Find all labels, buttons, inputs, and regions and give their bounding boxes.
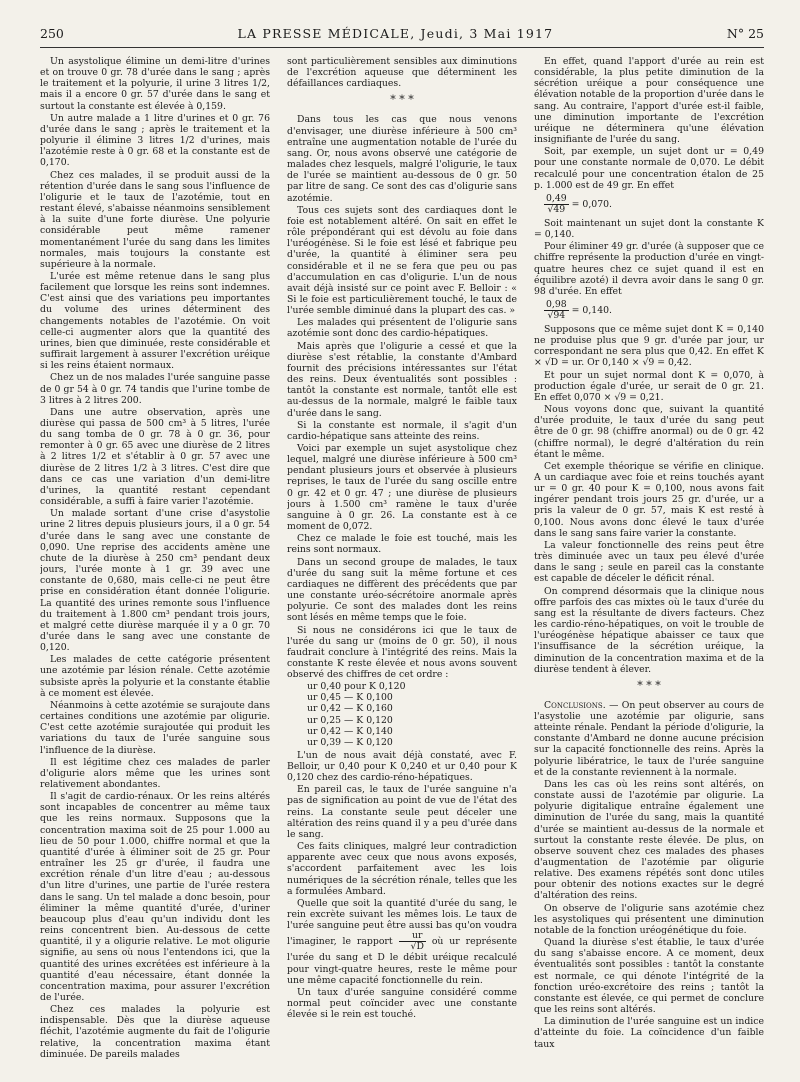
column-1 (40, 56, 270, 1072)
fraction (399, 931, 426, 952)
conclusions-heading: Conclusions. (544, 699, 606, 711)
ratio-list (307, 681, 517, 748)
paragraph: Dans une autre observation, après une diurèse qui passa de 500 cm³ à 5 litres, l'urée du sang tomba de 0 gr. 78 à 0 gr. 36, pour remonter à 0 gr. 65 avec une diurèse de 2 litres à 2 litres 1/2 et s'établir à 0 gr. 57 avec une diurèse de 2 litres 1/2 à 3 litres. C'est dire que dans ce cas une variation d'un demi-litre d'urines, la quantité restant cependant considérable, a suffi à faire varier l'azotémie. (40, 406, 270, 508)
fraction (544, 300, 569, 321)
ratio-row: ur 0,39 — K 0,120 (307, 736, 393, 748)
fraction-numerator: 0,49 (546, 192, 567, 204)
paragraph: Soit maintenant un sujet dont la constante K = 0,140. (534, 217, 764, 241)
paragraph: On comprend désormais que la clinique nous offre parfois des cas mixtes où le taux d'urée du sang est la résultante de divers facteurs. Chez les cardio-réno-hépatiques, on voit le trouble de l'uréogénèse hépatique abaisser ce taux que l'insuffisance de la sécrétion uréique, la diminution de la concentration maxima et de la diurèse tendent à élever. (534, 585, 764, 675)
fraction-denominator: √49 (547, 203, 566, 215)
paragraph: Cet exemple théorique se vérifie en clinique. A un cardiaque avec foie et reins touchés ayant ur = 0 gr. 40 pour K = 0,100, nous avons fait ingérer pendant trois jours 25 gr. d'urée, ur a pris la valeur de 0 gr. 57, mais K est resté à 0,100. Nous avons donc élevé le taux d'urée dans le sang sans faire varier la constante. (534, 460, 764, 539)
section-separator: * * * (390, 93, 414, 107)
paragraph: Si la constante est normale, il s'agit d'un cardio-hépatique sans atteinte des reins. (287, 419, 517, 442)
fraction-numerator: 0,98 (546, 298, 567, 310)
header-rule (40, 47, 764, 48)
ratio-row: ur 0,42 — K 0,160 (307, 703, 393, 715)
paragraph: Dans les cas où les reins sont altérés, on constate aussi de l'azotémie par oligurie. La polyurie digitalique entraîne également une diminution de l'urée du sang, mais la quantité d'urée se maintient au-dessus de la normale et surtout la constante reste élevée. De plus, on observe souvent chez ces malades des phases d'augmentation de l'azotémie par oligurie relative. Des examens répétés sont donc utiles pour obtenir des notions exactes sur le degré d'altération des reins. (534, 778, 764, 902)
ratio-row: ur 0,40 pour K 0,120 (307, 681, 406, 693)
paragraph: Chez ces malades la polyurie est indispensable. Dès que la diurèse aqueuse fléchit, l'azotémie augmente du fait de l'oligurie relative, la concentration maxima étant diminuée. De pareils malades (40, 1004, 270, 1060)
paragraph: Chez ces malades, il se produit aussi de la rétention d'urée dans le sang sous l'influence de l'oligurie et le taux de l'azotémie, tout en restant élevé, s'abaisse néanmoins sensiblement à la suite d'une forte diurèse. Une polyurie considérable peut même ramener momentanément l'urée du sang dans les limites normales, mais toujours la constante est supérieure à la normale. (40, 169, 270, 270)
paragraph: Pour éliminer 49 gr. d'urée (à supposer que ce chiffre représente la production d'urée en vingt-quatre heures chez ce sujet quand il est en équilibre azoté) il devra avoir dans le sang 0 gr. 98 d'urée. En effet (534, 241, 764, 297)
paragraph: Quand la diurèse s'est établie, le taux d'urée du sang s'abaisse encore. A ce moment, deux éventualités sont possibles : tantôt la constante est normale, ce qui dénote l'intégrité de la fonction uréo-excrétoire des reins ; tantôt la constante est élevée, ce qui permet de conclure que les reins sont altérés. (534, 937, 764, 1016)
ratio-row: ur 0,42 — K 0,140 (307, 725, 393, 737)
paragraph: L'urée est même retenue dans le sang plus facilement que lorsque les reins sont indemnes. C'est ainsi que des variations peu importantes du volume des urines déterminent des changements notables de l'azotémie. On voit celle-ci augmenter alors que la quantité des urines, bien que diminuée, reste considérable et suffirait largement à assurer l'excrétion uréique si les reins étaient normaux. (40, 270, 270, 372)
paragraph: Tous ces sujets sont des cardiaques dont le foie est notablement altéré. On sait en effet le rôle prépondérant qui est dévolu au foie dans l'uréogénèse. Si le foie est lésé et fabrique peu d'urée, la quantité à éliminer sera peu considérable et il ne se fera que peu ou pas d'accumulation en cas d'oligurie. L'un de nous avait déjà insisté sur ce point avec F. Belloir : « Si le foie est particulièrement touché, le taux de l'urée semble diminué dans la plupart des cas. » (287, 204, 517, 317)
equation-result: = 0,140. (571, 304, 612, 316)
paragraph-text: — On peut observer au cours de l'asystolie une azotémie par oligurie, sans atteinte rénale. Pendant la période d'oligurie, la constante d'Ambard ne donne aucune précision sur la capacité fonctionnelle des reins. Après la polyurie libératrice, le taux de l'urée sanguine et de la constante reviennent à la normale. (534, 699, 764, 778)
paragraph: En pareil cas, le taux de l'urée sanguine n'a pas de signification au point de vue de l'état des reins. La constante seule peut déceler une altération des reins quand il y a peu d'urée dans le sang. (287, 784, 517, 840)
paragraph: Si nous ne considérons ici que le taux de l'urée du sang ur (moins de 0 gr. 50), il nous faudrait conclure à l'intégrité des reins. Mais la constante K reste élevée et nous avons souvent observé des chiffres de cet ordre : (287, 624, 517, 681)
paragraph: Dans un second groupe de malades, le taux d'urée du sang suit la même fortune et ces cardiaques ne diffèrent des précédents que par une constante uréo-sécrétoire anormale après polyurie. Ce sont des malades dont les reins sont lésés en même temps que le foie. (287, 556, 517, 624)
paragraph-text: où ur représente l'urée du sang et D le débit uréique recalculé pour vingt-quatre heures, reste le même pour une même capacité fonctionnelle du rein. (287, 936, 517, 986)
paragraph: sont particulièrement sensibles aux diminutions de l'excrétion aqueuse que déterminent les défaillances cardiaques. (287, 56, 517, 90)
paragraph: Un taux d'urée sanguine considéré comme normal peut coïncider avec une constante élevée si le rein est touché. (287, 986, 517, 1021)
column-3 (534, 56, 764, 1072)
conclusions-paragraph (534, 700, 764, 778)
paragraph: L'un de nous avait déjà constaté, avec F. Belloir, ur 0,40 pour K 0,240 et ur 0,40 pour K 0,120 chez des cardio-réno-hépatiques. (287, 749, 517, 784)
paragraph: Un malade sortant d'une crise d'asystolie urine 2 litres depuis plusieurs jours, il a 0 gr. 54 d'urée dans le sang avec une constante de 0,090. Une reprise des accidents amène une chute de la diurèse à 250 cm³ pendant deux jours, l'urée monte à 1 gr. 39 avec une constante de 0,680, mais celle-ci ne peut être prise en considération étant donnée l'oligurie. La quantité des urines remonte sous l'influence du traitement à 1.800 cm³ pendant trois jours, et malgré cette diurèse marquée il y a 0 gr. 70 d'urée dans le sang avec une constante de 0,120. (40, 508, 270, 654)
section-separator: * * * (637, 678, 661, 692)
equation (544, 194, 764, 215)
fraction-denominator: √94 (547, 309, 566, 321)
paragraph: En effet, quand l'apport d'urée au rein est considérable, la plus petite diminution de la sécrétion uréique a pour conséquence une élévation notable de la proportion d'urée dans le sang. Au contraire, l'apport d'urée est-il faible, une diminution importante de l'excrétion uréique ne déterminera qu'une élévation insignifiante de l'urée du sang. (534, 56, 764, 146)
ratio-row: ur 0,45 — K 0,100 (307, 692, 393, 704)
paragraph-with-fraction (287, 898, 517, 986)
paragraph: La valeur fonctionnelle des reins peut être très diminuée avec un taux peu élevé d'urée dans le sang ; seule en pareil cas la constante est capable de déceler le déficit rénal. (534, 539, 764, 585)
column-2 (287, 56, 517, 1072)
paragraph: Dans tous les cas que nous venons d'envisager, une diurèse inférieure à 500 cm³ entraîne une augmentation notable de l'urée du sang. Or, nous avons observé une catégorie de malades chez lesquels, malgré l'oligurie, le taux de l'urée se maintient au-dessous de 0 gr. 50 par litre de sang. Ce sont des cas d'oligurie sans azotémie. (287, 114, 517, 204)
running-header (40, 26, 764, 44)
page-number: 250 (40, 26, 64, 41)
paragraph: On observe de l'oligurie sans azotémie chez les asystoliques qui présentent une diminution notable de la fonction uréogénétique du foie. (534, 902, 764, 936)
paragraph: La diminution de l'urée sanguine est un indice d'atteinte du foie. La coïncidence d'un faible taux (534, 1016, 764, 1050)
journal-title: LA PRESSE MÉDICALE, Jeudi, 3 Mai 1917 (237, 26, 554, 41)
ratio-row: ur 0,25 — K 0,120 (307, 714, 393, 726)
fraction (544, 194, 569, 215)
paragraph: Les malades de cette catégorie présentent une azotémie par lésion rénale. Cette azotémie subsiste après la polyurie et la constante établie à ce moment est élevée. (40, 654, 270, 699)
paragraph: Un asystolique élimine un demi-litre d'urines et on trouve 0 gr. 78 d'urée dans le sang ; après le traitement et la polyurie, il urine 3 litres 1/2, mais il a encore 0 gr. 57 d'urée dans le sang et surtout la constante est élevée à 0,159. (40, 56, 270, 112)
equation-result: = 0,070. (571, 198, 612, 210)
issue-number: N° 25 (726, 26, 764, 41)
paragraph: Chez un de nos malades l'urée sanguine passe de 0 gr 54 à 0 gr. 74 tandis que l'urine tombe de 3 litres à 2 litres 200. (40, 372, 270, 406)
paragraph: Néanmoins à cette azotémie se surajoute dans certaines conditions une azotémie par oligurie. C'est cette azotémie surajoutée qui produit les variations du taux de l'urée sanguine sous l'influence de la diurèse. (40, 699, 270, 756)
paragraph: Supposons que ce même sujet dont K = 0,140 ne produise plus que 9 gr. d'urée par jour, ur correspondant ne sera plus que 0,42. En effet K × √D = ur. Or 0,140 × √9 = 0,42. (534, 323, 764, 369)
paragraph: Les malades qui présentent de l'oligurie sans azotémie sont donc des cardio-hépatiques. (287, 317, 517, 340)
paragraph: Nous voyons donc que, suivant la quantité d'urée produite, le taux d'urée du sang peut être de 0 gr. 98 (chiffre anormal) ou de 0 gr. 42 (chiffre normal), le degré d'altération du rein étant le même. (534, 404, 764, 460)
fraction-denominator: √D (410, 941, 424, 953)
paragraph: Chez ce malade le foie est touché, mais les reins sont normaux. (287, 533, 517, 556)
paragraph: Voici par exemple un sujet asystolique chez lequel, malgré une diurèse inférieure à 500 cm³ pendant plusieurs jours et observée à plusieurs reprises, le taux de l'urée du sang oscille entre 0 gr. 42 et 0 gr. 47 ; une diurèse de plusieurs jours à 1.500 cm³ ramène le taux d'urée sanguine à 0 gr. 26. La constante est à ce moment de 0,072. (287, 443, 517, 533)
paragraph: Il est légitime chez ces malades de parler d'oligurie alors même que les urines sont relativement abondantes. (40, 756, 270, 790)
paragraph: Mais après que l'oligurie a cessé et que la diurèse s'est rétablie, la constante d'Ambard fournit des précisions intéressantes sur l'état des reins. Deux éventualités sont possibles : tantôt la constante est normale, tantôt elle est au-dessus de la normale, malgré le faible taux d'urée dans le sang. (287, 340, 517, 419)
paragraph: Il s'agit de cardio-rénaux. Or les reins altérés sont incapables de concentrer au même taux que les reins normaux. Supposons que la concentration maxima soit de 25 pour 1.000 au lieu de 50 pour 1.000, chiffre normal et que la quantité d'urée à éliminer soit de 25 gr. Pour entraîner les 25 gr d'urée, il faudra une excrétion rénale d'un litre d'eau ; au-dessous d'un litre d'urines, une partie de l'urée restera dans le sang. Un tel malade a donc besoin, pour éliminer la même quantité d'urée, d'uriner beaucoup plus d'eau qu'un individu dont les reins concentrent bien. Au-dessous de cette quantité, il y a oligurie relative. Le mot oligurie signifie, au sens où nous l'entendons ici, que la quantité des urines excrétées est inférieure à la quantité d'eau nécessaire, étant donnée la concentration maxima, pour assurer l'excrétion de l'urée. (40, 791, 270, 1003)
paragraph: Et pour un sujet normal dont K = 0,070, à production égale d'urée, ur serait de 0 gr. 21. En effet 0,070 × √9 = 0,21. (534, 369, 764, 403)
paragraph: Un autre malade a 1 litre d'urines et 0 gr. 76 d'urée dans le sang ; après le traitement et la polyurie il élimine 3 litres 1/2 d'urines, mais l'azotémie reste à 0 gr. 68 et la constante est de 0,170. (40, 112, 270, 169)
fraction-numerator: ur (399, 931, 426, 942)
paragraph: Soit, par exemple, un sujet dont ur = 0,49 pour une constante normale de 0,070. Le débit recalculé pour une concentration étalon de 25 p. 1.000 est de 49 gr. En effet (534, 146, 764, 191)
paragraph-text: Quelle que soit la quantité d'urée du sang, le rein excrète suivant les mêmes lois. Le taux de l'urée sanguine peut être aussi bas qu'on voudra l'imaginer, le rapport (287, 897, 517, 948)
paragraph: Ces faits cliniques, malgré leur contradiction apparente avec ceux que nous avons exposés, s'accordent parfaitement avec les lois numériques de la sécrétion rénale, telles que les a formulées Ambard. (287, 841, 517, 897)
equation (544, 300, 764, 321)
